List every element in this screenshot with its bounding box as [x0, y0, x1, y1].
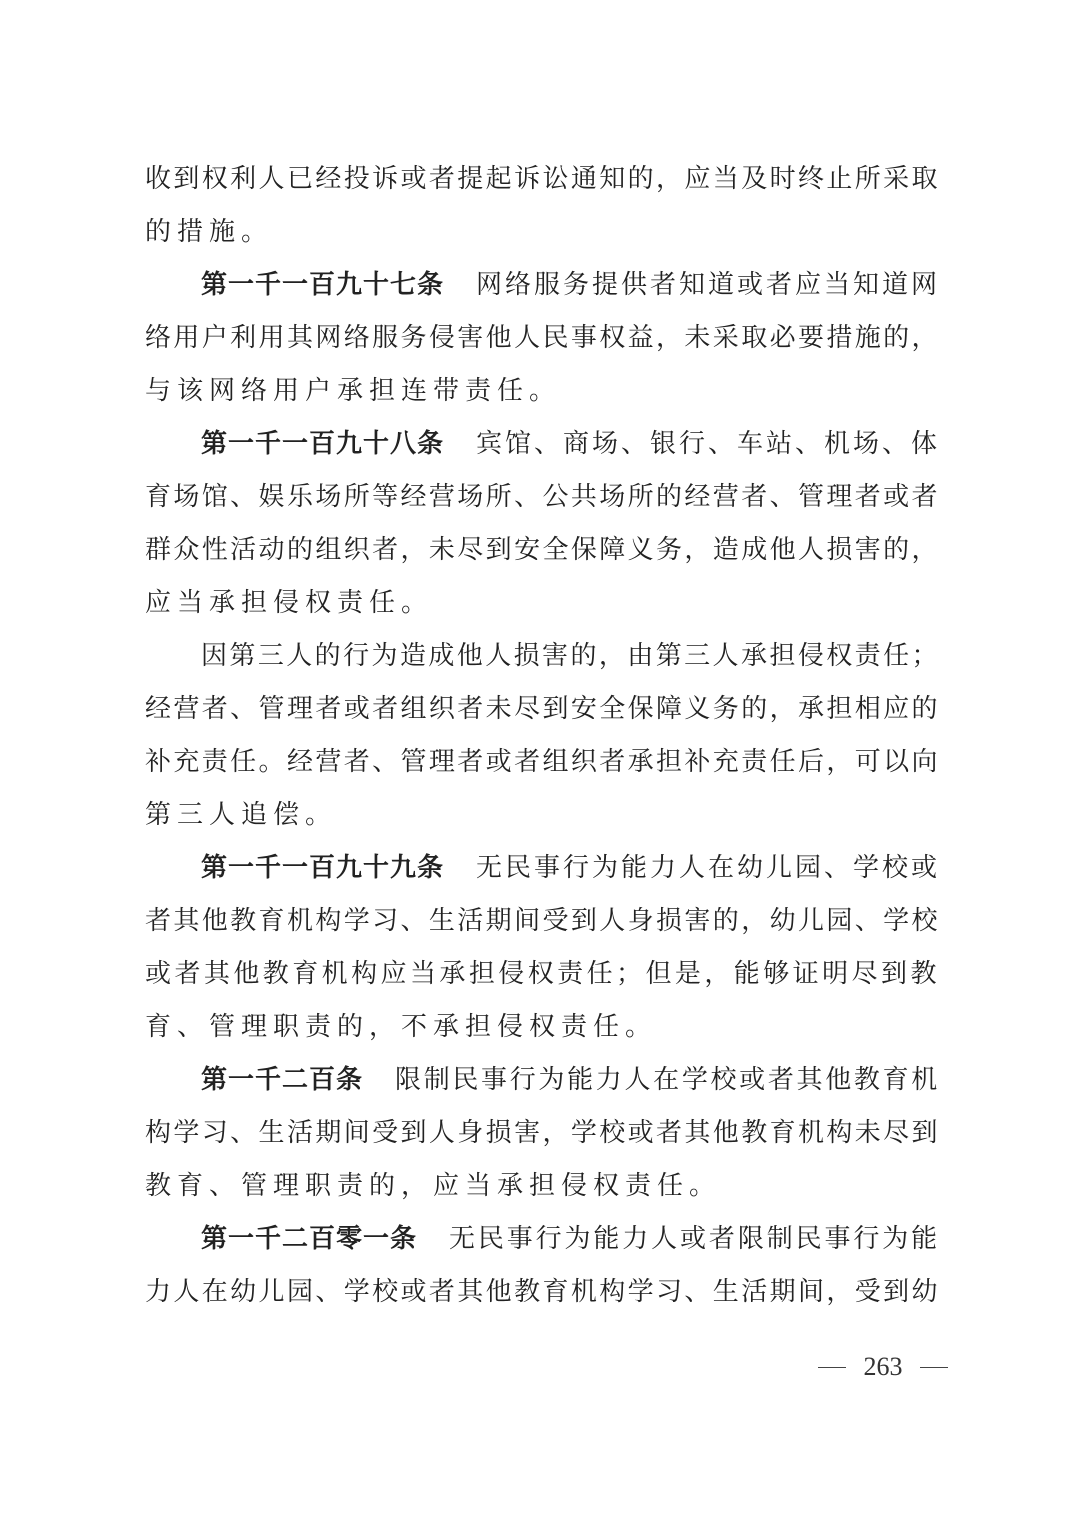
page-footer — [818, 1352, 948, 1382]
line-text: 的措施。 — [145, 217, 274, 247]
text-line — [145, 577, 940, 630]
article-heading: 第一千一百九十九条 — [201, 853, 445, 883]
article-heading: 第一千二百条 — [201, 1065, 364, 1095]
line-text: 络用户利用其网络服务侵害他人民事权益，未采取必要措施的， — [145, 323, 940, 353]
line-text: 网络服务提供者知道或者应当知道网 — [476, 270, 941, 300]
text-line — [145, 948, 940, 1001]
text-line — [145, 418, 940, 471]
text-line — [145, 259, 940, 312]
article-heading: 第一千一百九十八条 — [201, 429, 445, 459]
line-text: 因第三人的行为造成他人损害的，由第三人承担侵权责任； — [201, 641, 940, 671]
line-text: 构学习、生活期间受到人身损害，学校或者其他教育机构未尽到 — [145, 1118, 940, 1148]
line-text: 补充责任。经营者、管理者或者组织者承担补充责任后，可以向 — [145, 747, 940, 777]
line-text: 第三人追偿。 — [145, 800, 338, 830]
line-text: 宾馆、商场、银行、车站、机场、体 — [476, 429, 941, 459]
line-text: 限制民事行为能力人在学校或者其他教育机 — [395, 1065, 940, 1095]
text-line — [145, 789, 940, 842]
article-heading: 第一千二百零一条 — [201, 1224, 418, 1254]
line-text: 群众性活动的组织者，未尽到安全保障义务，造成他人损害的， — [145, 535, 940, 565]
text-line — [145, 1001, 940, 1054]
line-text: 收到权利人已经投诉或者提起诉讼通知的，应当及时终止所采取 — [145, 164, 940, 194]
line-text: 育、管理职责的，不承担侵权责任。 — [145, 1012, 658, 1042]
text-line — [145, 1160, 940, 1213]
text-line — [145, 736, 940, 789]
text-line — [145, 153, 940, 206]
text-line — [145, 630, 940, 683]
document-body — [145, 153, 940, 1319]
line-text: 力人在幼儿园、学校或者其他教育机构学习、生活期间，受到幼 — [145, 1277, 940, 1307]
left-dash — [818, 1367, 846, 1368]
line-text: 与该网络用户承担连带责任。 — [145, 376, 562, 406]
page-number: 263 — [863, 1352, 903, 1381]
text-line — [145, 842, 940, 895]
text-line — [145, 1107, 940, 1160]
line-text: 经营者、管理者或者组织者未尽到安全保障义务的，承担相应的 — [145, 694, 940, 724]
text-line — [145, 895, 940, 948]
text-line — [145, 1266, 940, 1319]
line-text: 无民事行为能力人或者限制民事行为能 — [449, 1224, 940, 1254]
text-line — [145, 1213, 940, 1266]
line-text: 或者其他教育机构应当承担侵权责任；但是，能够证明尽到教 — [145, 959, 940, 989]
text-line — [145, 471, 940, 524]
article-heading: 第一千一百九十七条 — [201, 270, 445, 300]
text-line — [145, 1054, 940, 1107]
line-text: 教育、管理职责的，应当承担侵权责任。 — [145, 1171, 722, 1201]
line-text: 应当承担侵权责任。 — [145, 588, 434, 618]
text-line — [145, 524, 940, 577]
text-line — [145, 312, 940, 365]
line-text: 育场馆、娱乐场所等经营场所、公共场所的经营者、管理者或者 — [145, 482, 940, 512]
line-text: 无民事行为能力人在幼儿园、学校或 — [476, 853, 941, 883]
text-line — [145, 365, 940, 418]
line-text: 者其他教育机构学习、生活期间受到人身损害的，幼儿园、学校 — [145, 906, 940, 936]
right-dash — [920, 1367, 948, 1368]
text-line — [145, 206, 940, 259]
text-line — [145, 683, 940, 736]
